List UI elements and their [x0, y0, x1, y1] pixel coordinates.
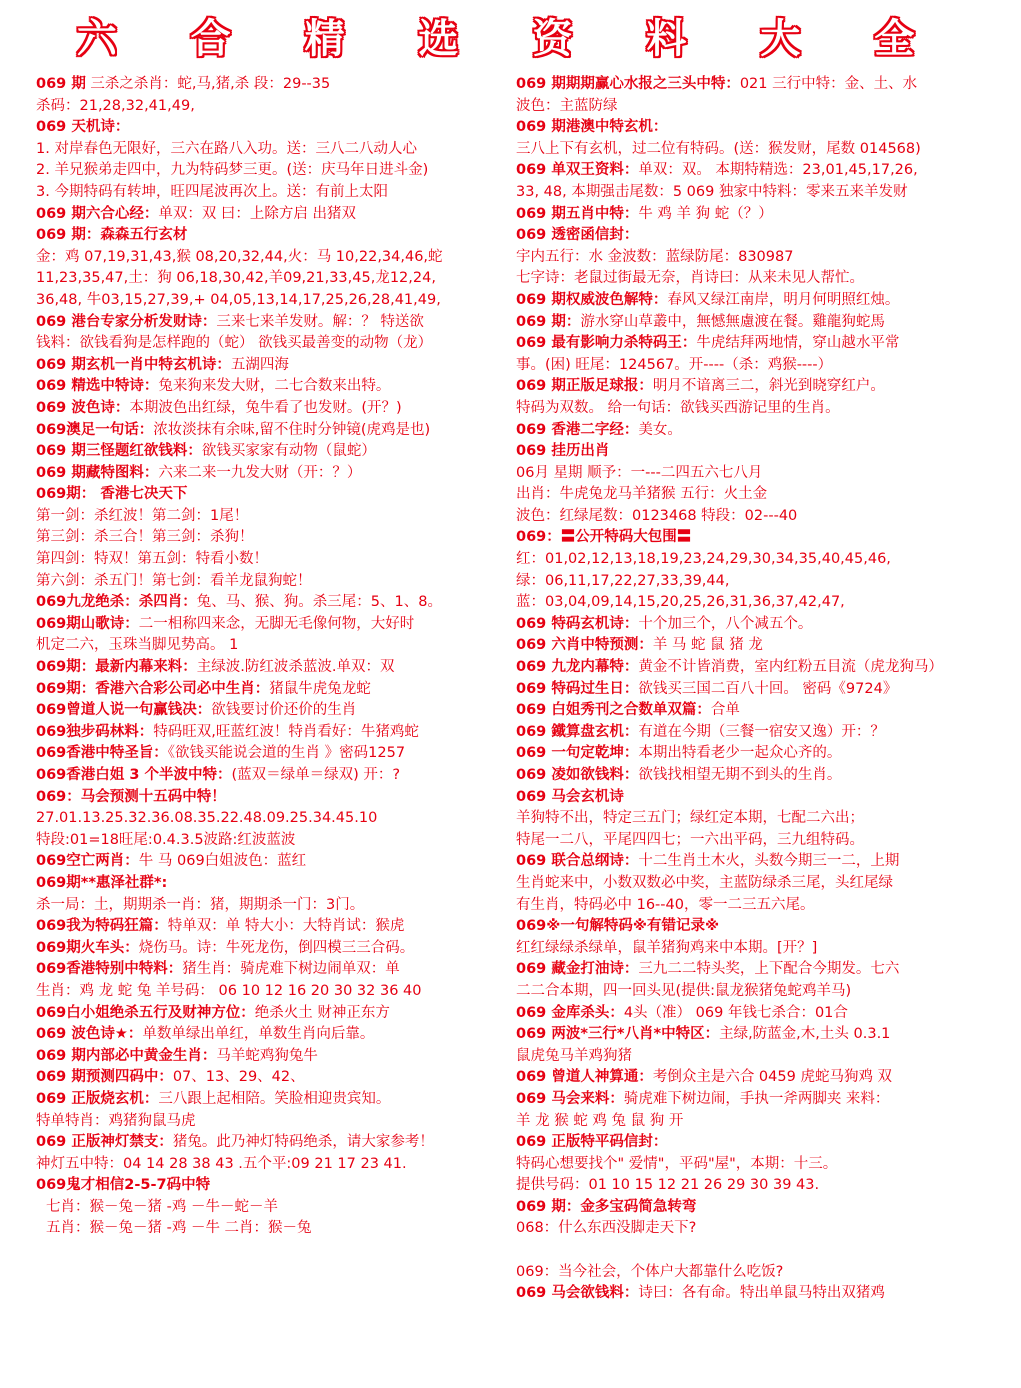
- line-body: 波色：红绿尾数：0123468 特段：02---40: [516, 507, 798, 524]
- line-body: 杀码：21,28,32,41,49,: [36, 97, 195, 114]
- right-text-line: [516, 808, 1004, 830]
- line-body: 猪鼠牛虎兔龙蛇: [269, 680, 371, 697]
- right-text-line: [516, 592, 1004, 614]
- line-heading: 069 正版烧玄机：: [36, 1090, 159, 1107]
- line-body: 蓝：03,04,09,14,15,20,25,26,31,36,37,42,47,: [516, 594, 845, 611]
- line-body: 1. 对岸春色无限好，三六在路八入功。送：三八二八动人心: [36, 140, 417, 157]
- right-column: [516, 74, 1004, 1305]
- left-text-line: [36, 247, 524, 269]
- line-heading: 069：〓公开特码大包围〓: [516, 529, 692, 546]
- line-body: 杀一局：土，期期杀一肖：猪，期期杀一门：3门。: [36, 896, 365, 913]
- line-heading: 069香港特别中特料：: [36, 961, 183, 978]
- line-heading: 069 期内部必中黄金生肖：: [36, 1047, 217, 1064]
- line-heading: 069 期五肖中特：: [516, 205, 639, 222]
- line-body: 诗曰：各有命。特出单鼠马特出双猪鸡: [638, 1285, 885, 1302]
- line-heading: 069曾道人说一句赢钱决：: [36, 702, 212, 719]
- right-text-line: [516, 916, 1004, 938]
- line-body: (蓝双＝绿单＝绿双) 开：?: [231, 767, 401, 783]
- line-body: 特单双：单 特大小：大特肖试：猴虎: [167, 918, 405, 935]
- right-text-line: [516, 333, 1004, 355]
- line-heading: 069 金库杀头：: [516, 1004, 624, 1021]
- line-body: 考倒众主是六合 0459 虎蛇马狗鸡 双: [652, 1069, 893, 1086]
- line-body: 钱料：欲钱看狗是怎样跑的（蛇） 欲钱买最善变的动物（龙）: [36, 335, 433, 352]
- right-text-line: [516, 549, 1004, 571]
- left-text-line: [36, 1132, 524, 1154]
- line-body: 骑虎难下树边闹，手执一斧两脚夹 来料：: [623, 1090, 890, 1107]
- line-body: 4头（准） 069 年钱七杀合：01合: [623, 1004, 848, 1021]
- right-text-line: [516, 1046, 1004, 1068]
- right-text-line: [516, 635, 1004, 657]
- line-heading: 069 鐵算盘玄机：: [516, 723, 639, 740]
- left-text-line: [36, 463, 524, 485]
- left-text-line: [36, 290, 524, 312]
- line-body: 游水穿山草叢中，無憾無慮渡在餐。雞龍狗蛇馬: [580, 313, 885, 330]
- right-text-line: [516, 527, 1004, 549]
- right-text-line: [516, 959, 1004, 981]
- right-text-line: [516, 182, 1004, 204]
- line-body: 《欲钱买能说会道的生肖 》密码1257: [167, 745, 406, 762]
- line-body: 波色：主蓝防绿: [516, 97, 618, 114]
- right-text-line: [516, 938, 1004, 960]
- left-text-line: [36, 1218, 524, 1240]
- line-body: 单双：双 曰：上除方启 出猪双: [158, 205, 357, 222]
- right-text-line: [516, 268, 1004, 290]
- line-body: 特码心想要找个" 爱情"，平码"屋"，本期：十三。: [516, 1155, 838, 1172]
- right-text-line: [516, 830, 1004, 852]
- left-text-line: [36, 506, 524, 528]
- line-body: 浓妆淡抹有余味,留不住时分钟镜(虎鸡是也): [153, 421, 431, 438]
- left-text-line: [36, 635, 524, 657]
- line-body: 33, 48, 本期强击尾数：5 069 独家中特料：零来五来羊发财: [516, 183, 908, 200]
- right-text-line: [516, 1024, 1004, 1046]
- line-heading: 069 九龙内幕特：: [516, 659, 639, 676]
- left-text-line: [36, 571, 524, 593]
- line-heading: 069 特码过生日：: [516, 680, 639, 697]
- line-heading: 069期火车头：: [36, 939, 139, 956]
- left-text-line: [36, 700, 524, 722]
- line-heading: 069 期藏特图料：: [36, 464, 159, 481]
- line-heading: 069 天机诗：: [36, 119, 130, 136]
- page-title: 六 合 精 选 资 料 大 全: [76, 15, 945, 62]
- right-text-line: [516, 765, 1004, 787]
- right-text-line: [516, 1067, 1004, 1089]
- right-text-line: [516, 74, 1004, 96]
- left-text-line: [36, 1197, 524, 1219]
- line-body: 绝杀火土 财神正东方: [254, 1004, 390, 1021]
- line-body: 美女。: [638, 421, 682, 438]
- line-heading: 069 马会来料：: [516, 1090, 624, 1107]
- left-text-line: [36, 1024, 524, 1046]
- line-body: 本期出特看老少一起众心齐的。: [638, 745, 842, 762]
- left-text-line: [36, 614, 524, 636]
- line-body: 主绿波.防红波杀蓝波.单双：双: [196, 659, 395, 676]
- right-text-line: [516, 1132, 1004, 1154]
- line-body: 羊狗特不出，特定三五门；绿红定本期，七配二六出；: [516, 810, 864, 827]
- line-heading: 069※一句解特码※有错记录※: [516, 918, 720, 935]
- left-text-line: [36, 527, 524, 549]
- line-body: 金：鸡 07,19,31,43,猴 08,20,32,44,火：马 10,22,34,46,蛇: [36, 248, 443, 265]
- line-body: 欲钱买三国二百八十回。 密码《9724》: [638, 680, 898, 697]
- line-heading: 069 藏金打油诗：: [516, 961, 639, 978]
- line-heading: 069 期：森森五行玄材: [36, 227, 188, 244]
- line-body: 27.01.13.25.32.36.08.35.22.48.09.25.34.45.10: [36, 810, 378, 827]
- line-heading: 069 期港澳中特玄机：: [516, 119, 668, 136]
- left-text-line: [36, 355, 524, 377]
- right-text-line: [516, 851, 1004, 873]
- right-text-line: [516, 247, 1004, 269]
- line-body: 五肖：猴－兔－猪 -鸡 －牛 二肖：猴－兔: [46, 1220, 312, 1237]
- left-text-line: [36, 592, 524, 614]
- left-text-line: [36, 851, 524, 873]
- line-heading: 069香港白姐 3 个半波中特：: [36, 767, 232, 783]
- right-text-line: [516, 139, 1004, 161]
- line-body: 七肖：猴－兔－猪 -鸡 －牛－蛇－羊: [46, 1198, 278, 1215]
- left-text-line: [36, 117, 524, 139]
- line-body: 07、13、29、42、: [172, 1069, 305, 1086]
- line-body: 兔来狗来发大财，二七合数来出特。: [158, 378, 391, 395]
- line-heading: 069 期正版足球报：: [516, 378, 653, 395]
- right-text-line: [516, 225, 1004, 247]
- right-text-line: [516, 506, 1004, 528]
- line-body: 牛 马 069白姐波色：蓝红: [138, 853, 307, 870]
- line-body: 黄金不计皆消费，室内红粉五目流（虎龙狗马）: [638, 659, 943, 676]
- line-body: 欲钱要讨价还价的生肖: [211, 702, 357, 719]
- left-text-line: [36, 441, 524, 463]
- left-text-line: [36, 1046, 524, 1068]
- line-body: 烧伤马。诗：牛死龙伤，倒四模三三合码。: [138, 939, 415, 956]
- left-text-line: [36, 398, 524, 420]
- left-text-line: [36, 808, 524, 830]
- line-body: 二一相称四来念，无脚无毛像何物，大好时: [138, 615, 415, 632]
- line-body: 红红绿绿杀绿单，鼠羊猪狗鸡来中本期。[开？]: [516, 939, 818, 956]
- line-body: 单双：双。 本期特精选：23,01,45,17,26,: [638, 162, 918, 179]
- right-text-line: [516, 398, 1004, 420]
- line-body: 三八跟上起相陪。笑脸相迎贵宾知。: [158, 1090, 391, 1107]
- line-body: 红：01,02,12,13,18,19,23,24,29,30,34,35,40,45,46,: [516, 551, 891, 568]
- left-text-line: [36, 830, 524, 852]
- line-body: 马羊蛇鸡狗兔牛: [216, 1047, 318, 1064]
- line-body: 36,48, 牛03,15,27,39,+ 04,05,13,14,17,25,26,28,41,49,: [36, 291, 441, 308]
- left-text-line: [36, 873, 524, 895]
- right-text-line: [516, 1003, 1004, 1025]
- right-text-line: [516, 160, 1004, 182]
- left-text-line: [36, 679, 524, 701]
- line-heading: 069 六肖中特预测：: [516, 637, 653, 654]
- right-text-line: [516, 614, 1004, 636]
- right-text-line: [516, 376, 1004, 398]
- left-text-line: [36, 1067, 524, 1089]
- left-text-line: [36, 765, 524, 787]
- left-text-line: [36, 1154, 524, 1176]
- line-heading: 069期山歌诗：: [36, 615, 139, 632]
- line-body: 本期波色出红绿，兔牛看了也发财。(开？): [129, 399, 402, 416]
- line-heading: 069 期：金多宝码简急转弯: [516, 1198, 697, 1215]
- line-heading: 069 波色诗：: [36, 399, 130, 416]
- line-body: 羊 马 蛇 鼠 猪 龙: [652, 637, 763, 654]
- line-body: 三杀之杀肖：蛇,马,猪,杀 段：29--35: [85, 76, 331, 92]
- line-body: 有生肖，特码必中 16--40，零一二三五六尾。: [516, 896, 815, 913]
- line-heading: 069 期期期赢心水报之三头中特：: [516, 76, 740, 92]
- line-body: 机定二六，玉珠当脚见势高。 1: [36, 637, 239, 654]
- line-heading: 069 正版特平码信封：: [516, 1134, 668, 1151]
- right-text-line: [516, 657, 1004, 679]
- line-heading: 069 两波*三行*八肖*中特区：: [516, 1026, 720, 1043]
- line-body: 六来二来一九发大财（开：？）: [158, 464, 362, 481]
- line-body: 特码旺双,旺蓝红波！特肖看好：牛猪鸡蛇: [153, 723, 419, 740]
- line-body: 提供号码：01 10 15 12 21 26 29 30 39 43.: [516, 1177, 820, 1194]
- line-heading: 069 透密函信封：: [516, 227, 639, 244]
- line-heading: 069 精选中特诗：: [36, 378, 159, 395]
- line-body: 特码为双数。 给一句话：欲钱买西游记里的生肖。: [516, 399, 840, 416]
- left-text-line: [36, 1175, 524, 1197]
- line-heading: 069 凌如欲钱料：: [516, 767, 639, 783]
- right-text-line: [516, 743, 1004, 765]
- right-text-line: [516, 1240, 1004, 1262]
- right-text-line: [516, 290, 1004, 312]
- line-body: 十二生肖土木火，头数今期三一二，上期: [638, 853, 900, 870]
- line-heading: 069 白姐秀刊之合数单双篇：: [516, 702, 711, 719]
- right-text-line: [516, 420, 1004, 442]
- line-body: 事。(困) 旺尾：124567。开----（杀：鸡猴----）: [516, 356, 833, 373]
- line-body: 2. 羊兄猴弟走四中，九为特码梦三更。(送：庆马年日进斗金): [36, 162, 429, 179]
- line-body: 宇内五行：水 金波数：蓝绿防尾：830987: [516, 248, 794, 265]
- line-body: 牛 鸡 羊 狗 蛇（？）: [638, 205, 773, 222]
- line-heading: 069鬼才相信2-5-7码中特: [36, 1177, 211, 1194]
- line-heading: 069 期玄机一肖中特玄机诗：: [36, 356, 231, 373]
- right-text-line: [516, 1111, 1004, 1133]
- line-body: 单数单绿出单红，单数生肖向后靠。: [142, 1026, 375, 1043]
- line-body: 3. 今期特码有转坤，旺四尾波再次上。送：有前上太阳: [36, 183, 388, 200]
- line-body: 三来七来羊发财。解：？ 特送欲: [216, 313, 424, 330]
- line-heading: 069 香港二字经：: [516, 421, 639, 438]
- line-heading: 069 期三怪题红欲钱料：: [36, 443, 202, 460]
- line-heading: 069澳足一句话：: [36, 421, 154, 438]
- line-body: 06月 星期 顺予：一---二四五六七八月: [516, 464, 763, 481]
- left-text-line: [36, 743, 524, 765]
- line-body: 068：什么东西没脚走天下?: [516, 1220, 697, 1237]
- right-text-line: [516, 1218, 1004, 1240]
- line-body: 三八上下有玄机，过二位有特码。(送：猴发财，尾数 014568): [516, 140, 921, 157]
- line-heading: 069期：最新内幕来料：: [36, 659, 197, 676]
- line-body: 五湖四海: [230, 356, 289, 373]
- line-body: 069：当今社会，个体户大都靠什么吃饭?: [516, 1263, 784, 1280]
- right-text-line: [516, 1283, 1004, 1305]
- line-body: 春风又绿江南岸，明月何明照红烛。: [667, 291, 900, 308]
- line-body: 特段:01=18旺尾:0.4.3.5波路:红波蓝波: [36, 831, 296, 848]
- line-body: 11,23,35,47,土：狗 06,18,30,42,羊09,21,33,45,龙12,24,: [36, 270, 436, 287]
- line-heading: 069 正版神灯禁支：: [36, 1134, 173, 1151]
- left-text-line: [36, 722, 524, 744]
- line-body: 猪生肖：骑虎难下树边闹单双：单: [182, 961, 400, 978]
- right-text-line: [516, 1175, 1004, 1197]
- line-body: 第一剑：杀红波！第二剑：1尾！: [36, 507, 249, 524]
- line-body: 特单特肖：鸡猪狗鼠马虎: [36, 1112, 196, 1129]
- left-text-line: [36, 204, 524, 226]
- line-heading: 069 期: [36, 76, 86, 92]
- line-heading: 069独步码林料：: [36, 723, 154, 740]
- line-heading: 069 期六合心经：: [36, 205, 159, 222]
- line-body: 第四剑：特双！第五剑：特看小数！: [36, 551, 268, 568]
- right-text-line: [516, 722, 1004, 744]
- line-heading: 069 期预测四码中：: [36, 1069, 173, 1086]
- right-text-line: [516, 1154, 1004, 1176]
- right-text-line: [516, 1197, 1004, 1219]
- right-text-line: [516, 441, 1004, 463]
- line-body: 有道在今期（三餐一宿安又逸）开：？: [638, 723, 885, 740]
- line-heading: 069 期权威波色解特：: [516, 291, 668, 308]
- line-heading: 069 一句定乾坤：: [516, 745, 639, 762]
- line-body: 021 三行中特：金、土、水: [739, 76, 918, 92]
- line-heading: 069 马会玄机诗: [516, 788, 624, 805]
- left-text-line: [36, 420, 524, 442]
- line-body: 欲钱找相望无期不到头的生肖。: [638, 767, 842, 783]
- line-body: 欲钱买家家有动物（鼠蛇）: [201, 443, 376, 460]
- line-heading: 069 马会欲钱料：: [516, 1285, 639, 1302]
- left-text-line: [36, 333, 524, 355]
- line-heading: 069 最有影响力杀特码王：: [516, 335, 697, 352]
- line-heading: 069白小姐绝杀五行及财神方位：: [36, 1004, 255, 1021]
- line-body: 出肖：牛虎兔龙马羊猪猴 五行：火土金: [516, 486, 768, 503]
- right-text-line: [516, 204, 1004, 226]
- left-text-line: [36, 139, 524, 161]
- line-body: 十个加三个，八个减五个。: [638, 615, 813, 632]
- right-text-line: [516, 679, 1004, 701]
- right-text-line: [516, 787, 1004, 809]
- left-text-line: [36, 74, 524, 96]
- right-text-line: [516, 571, 1004, 593]
- left-text-line: [36, 787, 524, 809]
- right-text-line: [516, 463, 1004, 485]
- left-text-line: [36, 268, 524, 290]
- left-text-line: [36, 959, 524, 981]
- line-body: 兔、马、猴、狗。杀三尾：5、1、8。: [196, 594, 442, 611]
- right-text-line: [516, 96, 1004, 118]
- right-text-line: [516, 117, 1004, 139]
- line-heading: 069 波色诗★：: [36, 1026, 143, 1043]
- line-body: 明月不谙离三二，斜光到晓穿红户。: [652, 378, 885, 395]
- left-text-line: [36, 1111, 524, 1133]
- line-body: 生肖：鸡 龙 蛇 兔 羊号码： 06 10 12 16 20 30 32 36 40: [36, 982, 422, 999]
- left-text-line: [36, 376, 524, 398]
- line-heading: 069 港台专家分析发财诗：: [36, 313, 217, 330]
- line-body: 鼠虎兔马羊鸡狗猪: [516, 1047, 632, 1064]
- line-heading: 069 挂历出肖: [516, 443, 610, 460]
- line-heading: 069 曾道人神算通：: [516, 1069, 653, 1086]
- left-text-line: [36, 981, 524, 1003]
- left-column: [36, 74, 524, 1240]
- right-text-line: [516, 484, 1004, 506]
- right-text-line: [516, 312, 1004, 334]
- left-text-line: [36, 938, 524, 960]
- left-text-line: [36, 895, 524, 917]
- line-heading: 069 期：: [516, 313, 581, 330]
- right-text-line: [516, 700, 1004, 722]
- line-heading: 069 联合总纲诗：: [516, 853, 639, 870]
- left-text-line: [36, 484, 524, 506]
- line-body: 七字诗：老鼠过街最无奈，肖诗曰：从来未见人帮忙。: [516, 270, 864, 287]
- right-text-line: [516, 895, 1004, 917]
- line-heading: 069九龙绝杀：杀四肖：: [36, 594, 197, 611]
- left-text-line: [36, 225, 524, 247]
- line-heading: 069 单双王资料：: [516, 162, 639, 179]
- line-body: 第三剑：杀三合！第三剑：杀狗！: [36, 529, 254, 546]
- line-heading: 069 特码玄机诗：: [516, 615, 639, 632]
- right-text-line: [516, 873, 1004, 895]
- left-text-line: [36, 182, 524, 204]
- line-body: 特尾一二八，平尾四四七；一六出平码，三九组特码。: [516, 831, 864, 848]
- line-heading: 069：马会预测十五码中特！: [36, 788, 226, 805]
- right-text-line: [516, 355, 1004, 377]
- line-body: 三九二二特头奖，上下配合今期发。七六: [638, 961, 900, 978]
- line-body: 二二合本期，四一回头见(提供:鼠龙猴猪兔蛇鸡羊马): [516, 982, 852, 999]
- line-heading: 069我为特码狂篇：: [36, 918, 168, 935]
- left-text-line: [36, 549, 524, 571]
- line-body: 主绿,防蓝金,木,土头 0.3.1: [719, 1026, 891, 1043]
- right-text-line: [516, 981, 1004, 1003]
- line-body: 绿：06,11,17,22,27,33,39,44,: [516, 572, 730, 589]
- line-body: 生肖蛇来中，小数双数必中奖，主蓝防绿杀三尾，头红尾绿: [516, 874, 893, 891]
- line-body: 第六剑：杀五门！第七剑：看羊龙鼠狗蛇！: [36, 572, 312, 589]
- line-heading: 069空亡两肖：: [36, 853, 139, 870]
- left-text-line: [36, 96, 524, 118]
- right-text-line: [516, 1262, 1004, 1284]
- line-body: 牛虎结拜两地情，穿山越水平常: [696, 335, 900, 352]
- line-heading: 069期：香港六合彩公司必中生肖：: [36, 680, 270, 697]
- line-heading: 069期： 香港七决天下: [36, 486, 188, 503]
- line-heading: 069期**惠泽社群*:: [36, 874, 168, 891]
- left-text-line: [36, 160, 524, 182]
- left-text-line: [36, 1089, 524, 1111]
- line-body: 合单: [710, 702, 740, 719]
- right-text-line: [516, 1089, 1004, 1111]
- line-body: 羊 龙 猴 蛇 鸡 兔 鼠 狗 开: [516, 1112, 684, 1129]
- line-body: 神灯五中特：04 14 28 38 43 .五个平:09 21 17 23 41.: [36, 1155, 407, 1172]
- line-body: 猪兔。此乃神灯特码绝杀，请大家参考！: [172, 1134, 434, 1151]
- left-text-line: [36, 312, 524, 334]
- left-text-line: [36, 1003, 524, 1025]
- left-text-line: [36, 916, 524, 938]
- line-heading: 069香港中特圣旨：: [36, 745, 168, 762]
- left-text-line: [36, 657, 524, 679]
